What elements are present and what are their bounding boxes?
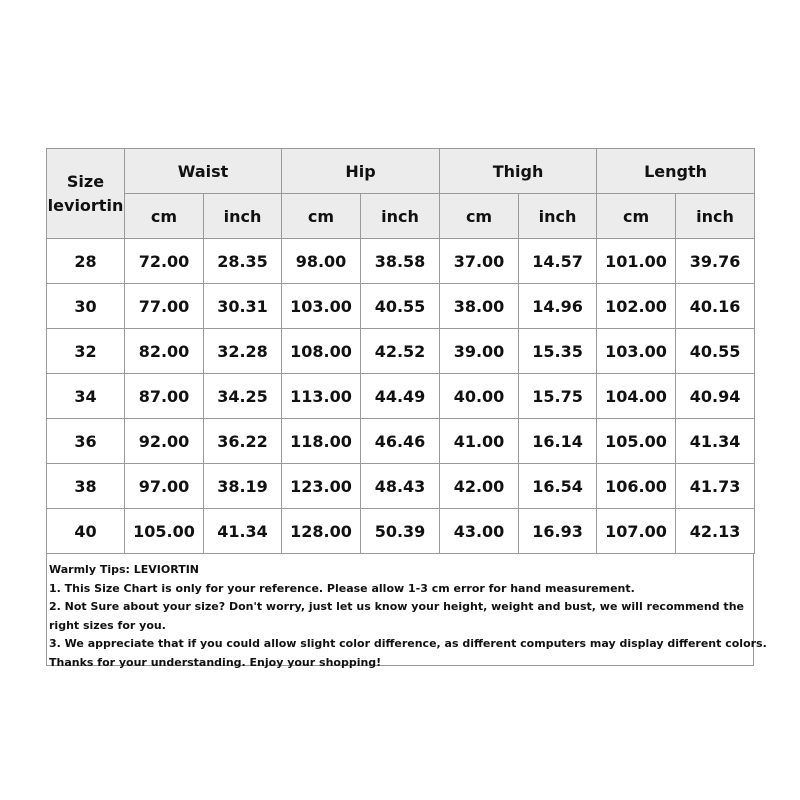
thigh-inch-header: inch	[519, 194, 597, 239]
table-cell: 97.00	[125, 464, 204, 509]
table-cell: 41.73	[676, 464, 755, 509]
unit-header-row	[47, 194, 755, 239]
length-cm-header: cm	[597, 194, 676, 239]
hip-header: Hip	[282, 149, 440, 194]
waist-inch-header: inch	[204, 194, 282, 239]
table-cell: 42.52	[361, 329, 440, 374]
table-cell: 87.00	[125, 374, 204, 419]
table-cell: 15.35	[519, 329, 597, 374]
table-cell: 42.00	[440, 464, 519, 509]
table-row	[47, 464, 755, 509]
table-cell: 36.22	[204, 419, 282, 464]
waist-cm-header: cm	[125, 194, 204, 239]
length-inch-header: inch	[676, 194, 755, 239]
table-cell: 16.54	[519, 464, 597, 509]
thigh-cm-header: cm	[440, 194, 519, 239]
table-cell: 38	[47, 464, 125, 509]
tips-line-4: Thanks for your understanding. Enjoy your shopping!	[49, 655, 382, 669]
waist-header: Waist	[125, 149, 282, 194]
hip-inch-header: inch	[361, 194, 440, 239]
length-header: Length	[597, 149, 755, 194]
table-row	[47, 509, 755, 554]
hip-cm-header: cm	[282, 194, 361, 239]
table-cell: 50.39	[361, 509, 440, 554]
table-cell: 48.43	[361, 464, 440, 509]
table-cell: 118.00	[282, 419, 361, 464]
table-cell: 15.75	[519, 374, 597, 419]
table-cell: 40.16	[676, 284, 755, 329]
table-cell: 43.00	[440, 509, 519, 554]
table-cell: 44.49	[361, 374, 440, 419]
table-cell: 34.25	[204, 374, 282, 419]
table-cell: 28	[47, 239, 125, 284]
table-cell: 106.00	[597, 464, 676, 509]
table-cell: 28.35	[204, 239, 282, 284]
size-table	[46, 148, 755, 554]
table-cell: 16.14	[519, 419, 597, 464]
table-cell: 42.13	[676, 509, 755, 554]
table-cell: 37.00	[440, 239, 519, 284]
table-row	[47, 419, 755, 464]
table-row	[47, 284, 755, 329]
table-cell: 38.00	[440, 284, 519, 329]
tips-line-3: 3. We appreciate that if you could allow slight color difference, as different computers may display different colors.	[49, 637, 767, 650]
table-cell: 38.19	[204, 464, 282, 509]
table-cell: 92.00	[125, 419, 204, 464]
table-cell: 41.34	[204, 509, 282, 554]
table-cell: 32	[47, 329, 125, 374]
table-cell: 34	[47, 374, 125, 419]
table-cell: 105.00	[125, 509, 204, 554]
table-cell: 39.76	[676, 239, 755, 284]
table-cell: 39.00	[440, 329, 519, 374]
table-cell: 16.93	[519, 509, 597, 554]
table-cell: 40.94	[676, 374, 755, 419]
table-row	[47, 374, 755, 419]
table-cell: 104.00	[597, 374, 676, 419]
table-cell: 101.00	[597, 239, 676, 284]
table-cell: 41.34	[676, 419, 755, 464]
table-row	[47, 329, 755, 374]
size-column-header	[47, 149, 125, 239]
table-cell: 41.00	[440, 419, 519, 464]
size-header-line1: Size	[66, 171, 105, 191]
table-cell: 72.00	[125, 239, 204, 284]
table-cell: 14.96	[519, 284, 597, 329]
tips-line-2: 2. Not Sure about your size? Don't worry, just let us know your height, weight and bust, we will recommend the right sizes for you.	[49, 600, 744, 632]
table-cell: 32.28	[204, 329, 282, 374]
table-cell: 128.00	[282, 509, 361, 554]
table-cell: 107.00	[597, 509, 676, 554]
table-cell: 40.00	[440, 374, 519, 419]
table-cell: 113.00	[282, 374, 361, 419]
table-cell: 40	[47, 509, 125, 554]
tips-box	[46, 554, 767, 669]
table-cell: 102.00	[597, 284, 676, 329]
table-cell: 36	[47, 419, 125, 464]
table-row	[47, 239, 755, 284]
table-cell: 82.00	[125, 329, 204, 374]
size-header-line2: leviortin	[47, 195, 124, 215]
table-cell: 77.00	[125, 284, 204, 329]
table-cell: 40.55	[361, 284, 440, 329]
table-cell: 103.00	[597, 329, 676, 374]
table-cell: 98.00	[282, 239, 361, 284]
table-cell: 30.31	[204, 284, 282, 329]
group-header-row	[47, 149, 755, 194]
table-cell: 46.46	[361, 419, 440, 464]
tips-line-1: 1. This Size Chart is only for your reference. Please allow 1-3 cm error for hand measurement.	[49, 581, 635, 595]
table-cell: 105.00	[597, 419, 676, 464]
size-chart	[46, 148, 767, 669]
tips-title: Warmly Tips: LEVIORTIN	[49, 563, 200, 576]
table-cell: 40.55	[676, 329, 755, 374]
table-cell: 14.57	[519, 239, 597, 284]
table-cell: 38.58	[361, 239, 440, 284]
thigh-header: Thigh	[440, 149, 597, 194]
table-cell: 30	[47, 284, 125, 329]
table-cell: 123.00	[282, 464, 361, 509]
table-cell: 103.00	[282, 284, 361, 329]
table-cell: 108.00	[282, 329, 361, 374]
